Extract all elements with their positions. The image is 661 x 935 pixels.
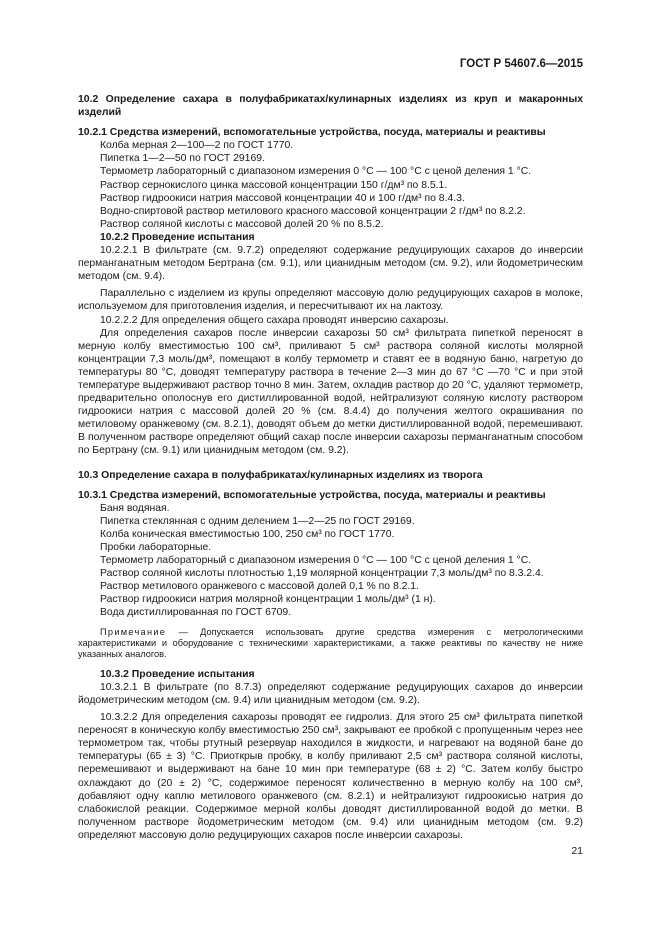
list-item: Раствор соляной кислоты плотностью 1,19 молярной концентрации 7,3 моль/дм³ по 8.3.2.4. bbox=[100, 568, 544, 580]
list-item: Колба мерная 2—100—2 по ГОСТ 1770. bbox=[100, 140, 294, 152]
list-item: Раствор сернокислого цинка массовой концентрации 150 г/дм³ по 8.5.1. bbox=[100, 179, 448, 191]
list-item: Колба коническая вместимостью 100, 250 см³ по ГОСТ 1770. bbox=[100, 528, 395, 540]
section-10-2-1-title: 10.2.1 Средства измерений, вспомогательные устройства, посуда, материалы и реактивы bbox=[78, 127, 546, 139]
list-item: Термометр лабораторный с диапазоном измерения 0 °С — 100 °С с ценой деления 1 °С. bbox=[100, 555, 532, 567]
list-item: Раствор метилового оранжевого с массовой долей 0,1 % по 8.2.1. bbox=[100, 581, 419, 593]
list-item: Пипетка 1—2—50 по ГОСТ 29169. bbox=[100, 153, 265, 165]
section-10-3-1-title: 10.3.1 Средства измерений, вспомогательные устройства, посуда, материалы и реактивы bbox=[78, 489, 546, 501]
note-text: — Допускается использовать другие средства измерения с метрологическими характеристиками и оборудование с техническими характеристиками, а также реактивы по качеству не ниже указанных аналогов. bbox=[78, 626, 583, 660]
document-code-header: ГОСТ Р 54607.6—2015 bbox=[459, 58, 583, 70]
list-item: Пробки лабораторные. bbox=[100, 542, 212, 553]
section-10-2-2-title: 10.2.2 Проведение испытания bbox=[100, 231, 255, 243]
document-body bbox=[78, 93, 583, 842]
paragraph: Для определения сахаров после инверсии сахарозы 50 см³ фильтрата пипеткой переносят в мерную колбу вместимостью 100 см³, приливают 5 см³ раствора соляной кислоты молярной концентрации 7,3 моль/дм³, помещают в колбу термометр и ставят ее в водяную баню, нагретую до температуры 80 °С, доводят температуру раствора в течение 2—3 мин до 67 °С —70 °С и при этой температуре выдерживают раствор точно 8 мин. Затем, охладив раствор до 20 °С, удаляют термометр, предварительно ополоснув его дистиллированной водой, нейтрализуют соляную кислоту раствором гидроокиси натрия с массовой долей 20 % (см. 8.4.4) до получения желтого окрашивания по метиловому оранжевому (см. 8.2.1), доводят объем до метки дистиллированной водой, перемешивают. В полученном растворе определяют общий сахар после инверсии сахарозы перманганатным способом по Бертрану (см. 9.1) или цианидным методом (см. 9.2). bbox=[78, 327, 583, 457]
section-10-3-2-title: 10.3.2 Проведение испытания bbox=[100, 668, 255, 680]
list-item: Пипетка стеклянная с одним делением 1—2—25 по ГОСТ 29169. bbox=[100, 515, 415, 527]
section-10-3-title: 10.3 Определение сахара в полуфабрикатах/кулинарных изделиях из творога bbox=[78, 469, 483, 481]
paragraph: 10.3.2.2 Для определения сахарозы проводят ее гидролиз. Для этого 25 см³ фильтрата пипеткой переносят в коническую колбу вместимостью 250 см³, закрывают ее пробкой с пропущенным через нее термометром так, чтобы ртутный резервуар находился в жидкости, и нагревают на водяной бане до температуры (65 ± 3) °С. Приоткрыв пробку, в колбу приливают 2,5 см³ раствора соляной кислоты, перемешивают и выдерживают на бане 10 мин при температуре (68 ± 2) °С. Затем колбу быстро охлаждают до (20 ± 2) °С, содержимое переносят количественно в мерную колбу на 100 см³, добавляют одну каплю метилового оранжевого (см. 8.2.1) и нейтрализуют гидроокисью натрия до слабокислой реакции. Содержимое мерной колбы доводят дистиллированной водой до метки. В полученном растворе йодометрическим методом (см. 9.4) или цианидным методом (см. 9.2) определяют массовую долю редуцирующих сахаров после инверсии сахарозы. bbox=[78, 712, 583, 841]
list-item: Водно-спиртовой раствор метилового красного массовой концентрации 2 г/дм³ по 8.2.2. bbox=[100, 205, 526, 217]
note bbox=[78, 627, 583, 661]
section-10-2-title: 10.2 Определение сахара в полуфабрикатах/кулинарных изделиях из круп и макаронных изделий bbox=[78, 94, 583, 119]
list-item: Термометр лабораторный с диапазоном измерения 0 °С — 100 °С с ценой деления 1 °С. bbox=[100, 166, 532, 178]
paragraph: 10.3.2.1 В фильтрате (по 8.7.3) определяют содержание редуцирующих сахаров до инверсии йодометрическим методом (см. 9.4) или цианидным методом (см. 9.2). bbox=[78, 681, 583, 706]
list-item: Раствор гидроокиси натрия массовой концентрации 40 и 100 г/дм³ по 8.4.3. bbox=[100, 192, 465, 204]
list-item: Раствор гидроокиси натрия молярной концентрации 1 моль/дм³ (1 н). bbox=[100, 594, 436, 606]
note-label: Примечание bbox=[100, 626, 167, 637]
paragraph: 10.2.2.1 В фильтрате (см. 9.7.2) определяют содержание редуцирующих сахаров до инверсии перманганатным методом Бертрана (см. 9.1), или цианидным методом (см. 9.2), или йодометрическим методом (см. 9.4). bbox=[78, 245, 583, 283]
page-number: 21 bbox=[571, 845, 583, 857]
paragraph: 10.2.2.2 Для определения общего сахара проводят инверсию сахарозы. bbox=[100, 314, 449, 326]
list-item: Раствор соляной кислоты с массовой долей 20 % по 8.5.2. bbox=[100, 218, 384, 230]
list-item: Баня водяная. bbox=[100, 502, 170, 514]
list-item: Вода дистиллированная по ГОСТ 6709. bbox=[100, 607, 292, 619]
paragraph: Параллельно с изделием из крупы определяют массовую долю редуцирующих сахаров в молоке, используемом для приготовления изделия, и пересчитывают их на лактозу. bbox=[78, 288, 583, 313]
